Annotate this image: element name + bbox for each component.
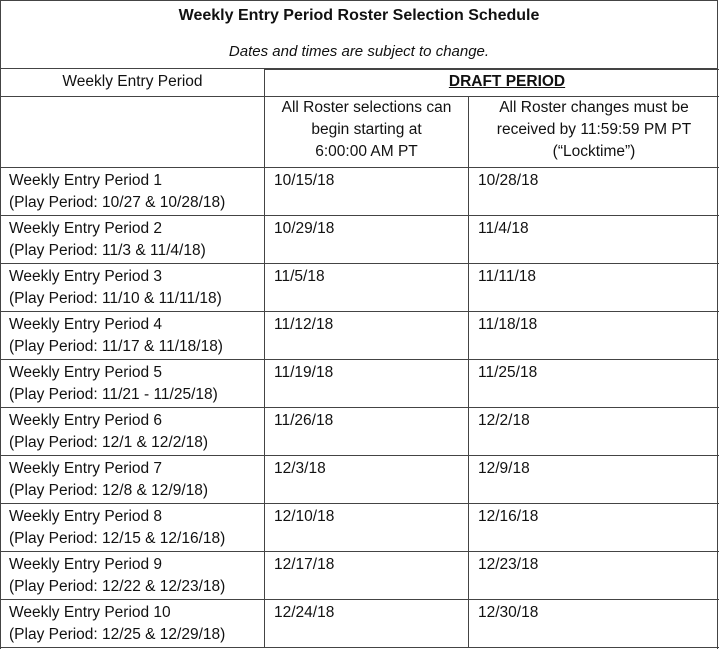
lock-date-cell: [469, 408, 719, 456]
period-cell: [1, 408, 265, 456]
lock-date: 12/23/18: [478, 556, 539, 573]
start-date: 12/3/18: [274, 460, 326, 477]
period-name: Weekly Entry Period 9: [9, 556, 163, 573]
table-row: [1, 504, 719, 552]
period-cell: [1, 360, 265, 408]
start-date-cell: [265, 600, 469, 648]
table-row: [1, 216, 719, 264]
start-date-cell: [265, 456, 469, 504]
start-date-cell: [265, 504, 469, 552]
table-row: [1, 264, 719, 312]
table-row: [1, 600, 719, 648]
period-name: Weekly Entry Period 10: [9, 604, 171, 621]
lock-date: 11/4/18: [478, 220, 529, 237]
period-cell: [1, 552, 265, 600]
lock-date: 12/2/18: [478, 412, 530, 429]
play-period: (Play Period: 11/10 & 11/11/18): [9, 290, 222, 307]
lock-date-cell: [469, 312, 719, 360]
start-header-line1: All Roster selections can: [281, 99, 452, 116]
table-row: [1, 456, 719, 504]
start-column-header: [265, 97, 469, 168]
schedule-rows: [1, 168, 719, 648]
period-header-text: Weekly Entry Period: [62, 73, 203, 90]
start-date-cell: [265, 408, 469, 456]
table-row: [1, 360, 719, 408]
period-column-header: [1, 73, 265, 168]
play-period: (Play Period: 12/15 & 12/16/18): [9, 530, 226, 547]
draft-period-header: [265, 70, 719, 97]
start-date-cell: [265, 264, 469, 312]
lock-date: 12/16/18: [478, 508, 539, 525]
lock-date-cell: [469, 504, 719, 552]
play-period: (Play Period: 12/8 & 12/9/18): [9, 482, 209, 499]
start-date-cell: [265, 552, 469, 600]
play-period: (Play Period: 12/1 & 12/2/18): [9, 434, 209, 451]
schedule-table: [0, 69, 719, 648]
period-cell: [1, 216, 265, 264]
period-cell: [1, 264, 265, 312]
period-name: Weekly Entry Period 3: [9, 268, 163, 285]
start-header-line3: 6:00:00 AM PT: [315, 143, 418, 160]
lock-date: 11/11/18: [478, 268, 537, 285]
start-date: 12/24/18: [274, 604, 335, 621]
period-name: Weekly Entry Period 7: [9, 460, 163, 477]
start-date: 10/15/18: [274, 172, 335, 189]
document-title: Weekly Entry Period Roster Selection Schedule: [178, 7, 540, 24]
period-name: Weekly Entry Period 4: [9, 316, 163, 333]
start-date-cell: [265, 360, 469, 408]
start-header-line2: begin starting at: [311, 121, 422, 138]
start-date: 12/17/18: [274, 556, 335, 573]
play-period: (Play Period: 10/27 & 10/28/18): [9, 194, 226, 211]
start-date: 11/5/18: [274, 268, 325, 285]
document-subtitle: Dates and times are subject to change.: [228, 43, 490, 60]
start-date: 12/10/18: [274, 508, 335, 525]
period-name: Weekly Entry Period 6: [9, 412, 163, 429]
lock-column-header: [469, 97, 719, 168]
draft-period-label: DRAFT PERIOD: [448, 73, 566, 90]
period-cell: [1, 600, 265, 648]
title-block: [1, 1, 717, 69]
play-period: (Play Period: 11/3 & 11/4/18): [9, 242, 206, 259]
start-date: 10/29/18: [274, 220, 335, 237]
table-row: [1, 168, 719, 216]
lock-date-cell: [469, 456, 719, 504]
period-cell: [1, 312, 265, 360]
play-period: (Play Period: 12/22 & 12/23/18): [9, 578, 226, 595]
table-row: [1, 312, 719, 360]
lock-date-cell: [469, 600, 719, 648]
table-row: [1, 552, 719, 600]
period-cell: [1, 456, 265, 504]
start-date-cell: [265, 168, 469, 216]
lock-header-line1: All Roster changes must be: [499, 99, 689, 116]
play-period: (Play Period: 11/21 - 11/25/18): [9, 386, 218, 403]
lock-date-cell: [469, 264, 719, 312]
lock-date: 11/18/18: [478, 316, 538, 333]
lock-date-cell: [469, 552, 719, 600]
period-name: Weekly Entry Period 1: [9, 172, 163, 189]
lock-date: 12/9/18: [478, 460, 530, 477]
period-cell: [1, 504, 265, 552]
start-date: 11/19/18: [274, 364, 334, 381]
play-period: (Play Period: 12/25 & 12/29/18): [9, 626, 226, 643]
lock-date: 10/28/18: [478, 172, 539, 189]
period-name: Weekly Entry Period 5: [9, 364, 163, 381]
play-period: (Play Period: 11/17 & 11/18/18): [9, 338, 223, 355]
lock-header-line3: (“Locktime”): [552, 143, 636, 160]
lock-date: 11/25/18: [478, 364, 538, 381]
lock-date: 12/30/18: [478, 604, 539, 621]
start-date: 11/26/18: [274, 412, 334, 429]
period-name: Weekly Entry Period 8: [9, 508, 163, 525]
start-date-cell: [265, 216, 469, 264]
lock-date-cell: [469, 216, 719, 264]
lock-header-line2: received by 11:59:59 PM PT: [496, 121, 692, 138]
lock-date-cell: [469, 360, 719, 408]
table-row: [1, 408, 719, 456]
start-date: 11/12/18: [274, 316, 334, 333]
lock-date-cell: [469, 168, 719, 216]
period-cell: [1, 168, 265, 216]
period-name: Weekly Entry Period 2: [9, 220, 163, 237]
start-date-cell: [265, 312, 469, 360]
